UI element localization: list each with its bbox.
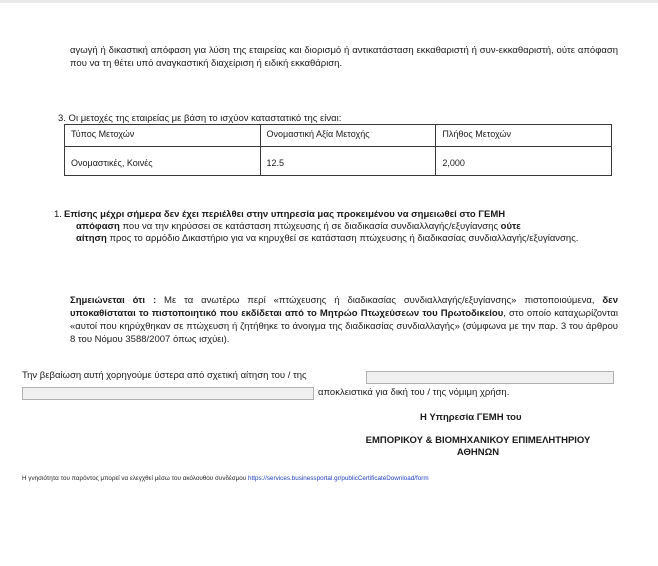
header-share-count: Πλήθος Μετοχών [436,125,612,147]
note-bold-text: δεν υποκαθίσταται το πιστοποιητικό που εκδίδεται από το Μητρώο Πτωχεύσεων του Πρωτοδικείου [70,295,618,319]
note-paragraph [70,294,618,346]
header-share-type: Τύπος Μετοχών [65,125,261,147]
item-1-text-mid: που να την κηρύσσει σε κατάσταση πτώχευσης ή σε διαδικασία συνδιαλλαγής/εξυγίανσης [119,221,501,232]
certification-line-2: αποκλειστικά για δική του / της νόμιμη χρήση. [318,387,510,398]
certification-line-1: Την βεβαίωση αυτή χορηγούμε ύστερα από σχετική αίτηση του / της [22,370,307,381]
verification-note [22,475,429,482]
item-1-number: 1. [54,209,62,220]
note-text-2: , στο οποίο καταχωρίζονται «αυτοί που κηρύχθηκαν σε πτώχευση ή ζητήθηκε το άνοιγμα της διαδικασίας συνδιαλλαγής» (σύμφωνα με την παρ. 3 του άρθρου 8 του Νόμου 3588/2007 όπως ισχύει). [70,308,618,345]
intro-paragraph: αγωγή ή δικαστική απόφαση για λύση της εταιρείας και διορισμό ή αντικατάσταση εκκαθαριστή ή συν-εκκαθαριστή, ούτε απόφαση που να τη θέτει υπό αναγκαστική διαχείριση ή ειδική εκκαθάριση. [70,45,618,69]
gemi-service-label: Η Υπηρεσία ΓΕΜΗ του [420,412,522,423]
chamber-name-line-2: ΑΘΗΝΩΝ [456,447,500,458]
item-1-bold-neither: ούτε [500,221,521,232]
table-row [65,147,612,176]
note-text-1: Με τα ανωτέρω περί «πτώχευσης ή διαδικασίας συνδιαλλαγής/εξυγίανσης» πιστοποιούμενα, [156,295,603,306]
table-header-row [65,125,612,147]
item-1-bold-lead: Επίσης μέχρι σήμερα δεν έχει περιέλθει στην υπηρεσία μας προκειμένου να σημειωθεί στο ΓΕΜΗ [64,209,506,220]
cell-share-count: 2,000 [436,147,612,176]
verification-link[interactable]: https://services.businessportal.gr/publicCertificateDownload/form [247,475,429,482]
top-border [0,0,658,3]
item-1-bold-decision: απόφαση [76,221,120,232]
applicant-details-field[interactable] [22,387,314,400]
chamber-name-line-1: ΕΜΠΟΡΙΚΟΥ & ΒΙΟΜΗΧΑΝΙΚΟΥ ΕΠΙΜΕΛΗΤΗΡΙΟΥ [365,435,591,446]
item-1-rest [76,221,614,245]
cell-share-type: Ονομαστικές, Κοινές [65,147,261,176]
verification-text: Η γνησιότητα του παρόντος μπορεί να ελεγχθεί μέσω του ακόλουθου συνδέσμου [22,475,248,482]
item-1-paragraph [54,209,614,245]
item-1-bold-request: αίτηση [76,233,107,244]
note-label: Σημειώνεται ότι : [70,295,157,306]
item-1-text-end: προς το αρμόδιο Δικαστήριο για να κηρυχθεί σε κατάσταση πτώχευσης ή διαδικασίας συνδιαλλαγής/εξυγίανσης. [106,233,579,244]
section-3-heading: 3. Οι μετοχές της εταιρείας με βάση το ισχύον καταστατικό της είναι: [58,113,342,124]
header-nominal-value: Ονομαστική Αξία Μετοχής [260,125,436,147]
chamber-name [328,435,628,459]
cell-nominal-value: 12.5 [260,147,436,176]
applicant-name-field[interactable] [366,371,614,384]
shares-table [64,124,612,176]
